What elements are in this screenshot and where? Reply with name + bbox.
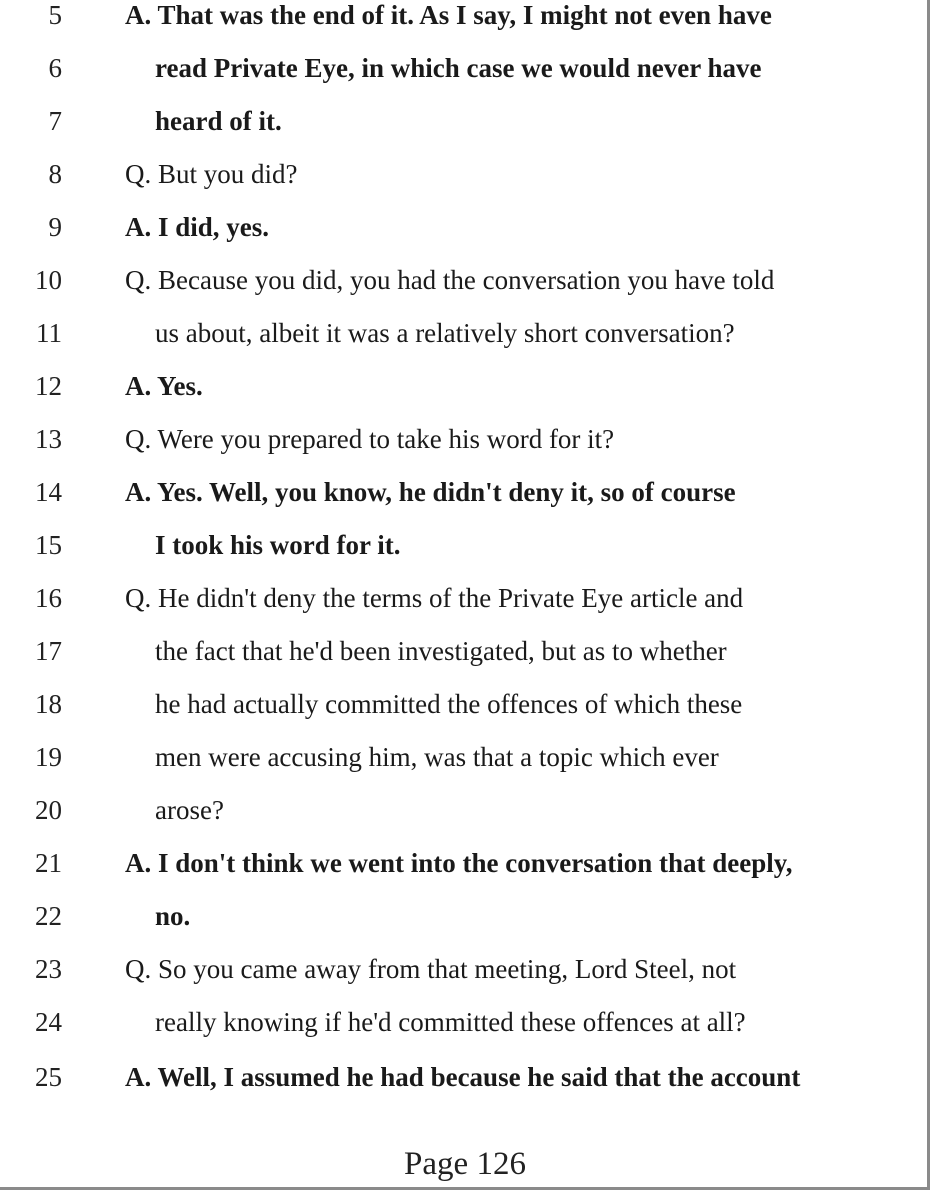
question-text: Q. But you did? <box>125 159 298 189</box>
line-number: 19 <box>35 742 62 772</box>
transcript-line <box>0 525 930 565</box>
transcript-line <box>0 1002 930 1042</box>
transcript-line <box>0 843 930 883</box>
transcript-line <box>0 631 930 671</box>
question-text: he had actually committed the offences of which these <box>155 689 743 719</box>
transcript-line <box>0 313 930 353</box>
line-number: 21 <box>35 848 62 878</box>
line-number: 11 <box>36 318 62 348</box>
line-number: 24 <box>35 1007 62 1037</box>
transcript-line <box>0 366 930 406</box>
transcript-line <box>0 419 930 459</box>
answer-text: A. I did, yes. <box>125 212 270 242</box>
line-number: 23 <box>35 954 62 984</box>
transcript-line <box>0 154 930 194</box>
transcript-line <box>0 578 930 618</box>
transcript-line <box>0 684 930 724</box>
line-number: 20 <box>35 795 62 825</box>
transcript-line <box>0 260 930 300</box>
question-text: Q. So you came away from that meeting, Lord Steel, not <box>125 954 737 984</box>
transcript-line <box>0 790 930 830</box>
transcript-line <box>0 949 930 989</box>
transcript-line <box>0 0 930 35</box>
question-text: arose? <box>155 795 224 825</box>
page-number: Page 126 <box>404 1146 526 1182</box>
answer-text: A. I don't think we went into the conversation that deeply, <box>125 848 793 878</box>
question-text: men were accusing him, was that a topic which ever <box>155 742 719 772</box>
answer-text: I took his word for it. <box>155 530 401 560</box>
line-number: 12 <box>35 371 62 401</box>
line-number: 9 <box>48 212 62 242</box>
answer-text: read Private Eye, in which case we would never have <box>155 53 762 83</box>
transcript-line <box>0 207 930 247</box>
question-text: really knowing if he'd committed these offences at all? <box>155 1007 746 1037</box>
line-number: 15 <box>35 530 62 560</box>
answer-text: A. Yes. <box>125 371 203 401</box>
transcript-line <box>0 101 930 141</box>
answer-text: heard of it. <box>155 106 282 136</box>
answer-text: A. Well, I assumed he had because he said that the account <box>125 1062 801 1092</box>
transcript-line <box>0 48 930 88</box>
line-number: 22 <box>35 901 62 931</box>
question-text: Q. He didn't deny the terms of the Private Eye article and <box>125 583 744 613</box>
line-number: 5 <box>48 0 62 30</box>
line-number: 10 <box>35 265 62 295</box>
line-number: 14 <box>35 477 62 507</box>
transcript-line <box>0 737 930 777</box>
line-number: 8 <box>48 159 62 189</box>
answer-text: A. That was the end of it. As I say, I might not even have <box>125 0 772 30</box>
line-number: 13 <box>35 424 62 454</box>
line-number: 18 <box>35 689 62 719</box>
answer-text: no. <box>155 901 191 931</box>
line-number: 16 <box>35 583 62 613</box>
line-number: 6 <box>48 53 62 83</box>
transcript-line <box>0 896 930 936</box>
transcript-line <box>0 1057 930 1097</box>
question-text: the fact that he'd been investigated, but as to whether <box>155 636 727 666</box>
line-number: 17 <box>35 636 62 666</box>
answer-text: A. Yes. Well, you know, he didn't deny it, so of course <box>125 477 736 507</box>
transcript-line <box>0 472 930 512</box>
line-number: 7 <box>48 106 62 136</box>
question-text: us about, albeit it was a relatively short conversation? <box>155 318 735 348</box>
question-text: Q. Because you did, you had the conversation you have told <box>125 265 775 295</box>
line-number: 25 <box>35 1062 62 1092</box>
question-text: Q. Were you prepared to take his word for it? <box>125 424 615 454</box>
